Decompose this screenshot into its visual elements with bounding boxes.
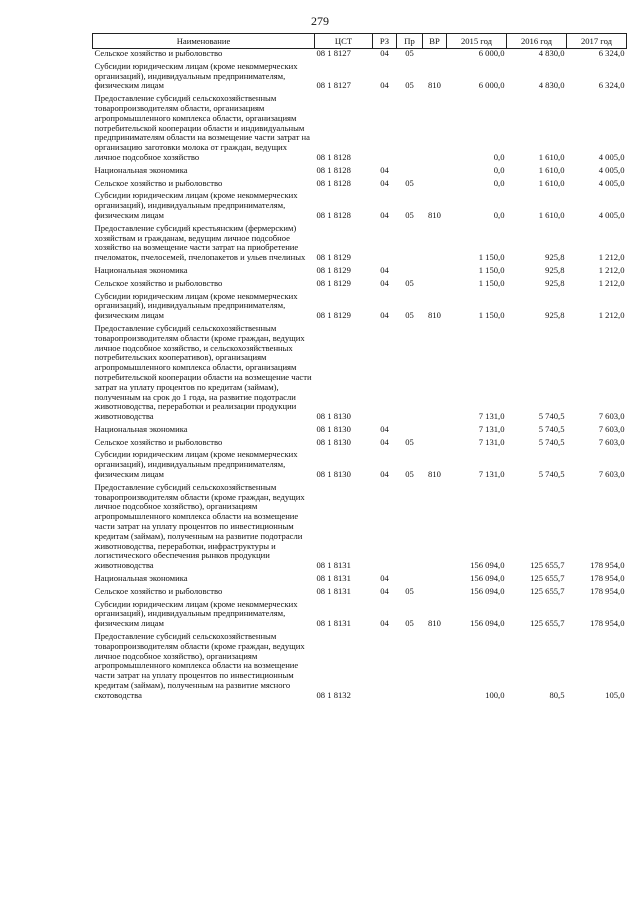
row-value-2015: 6 000,0	[478, 80, 505, 91]
row-name: Национальная экономика	[94, 423, 188, 434]
row-value-2015: 1 150,0	[478, 310, 505, 321]
row-name: Субсидии юридическим лицам (кроме некоммерческих организаций), индивидуальным предпринимателям, физическим лицам	[94, 290, 298, 321]
row-rz: 04	[380, 277, 389, 288]
table-row	[93, 597, 627, 629]
row-value-2016: 125 655,7	[530, 618, 565, 629]
row-value-2017: 7 603,0	[598, 469, 625, 480]
row-value-2015: 1 150,0	[478, 264, 505, 275]
row-rz	[373, 91, 397, 163]
header-2017: 2017 год	[567, 34, 627, 49]
table-row	[93, 263, 627, 276]
table-row	[93, 221, 627, 263]
row-cst: 08 1 8130	[316, 469, 351, 480]
row-value-2016: 125 655,7	[530, 585, 565, 596]
row-value-2016: 5 740,5	[538, 411, 565, 422]
table-row	[93, 447, 627, 479]
row-value-2017: 4 005,0	[598, 164, 625, 175]
row-vr: 810	[428, 209, 441, 220]
table-row	[93, 276, 627, 289]
row-rz: 04	[380, 209, 389, 220]
row-cst: 08 1 8131	[316, 585, 351, 596]
row-value-2016: 925,8	[545, 252, 565, 263]
row-vr	[423, 571, 447, 584]
row-name: Национальная экономика	[94, 264, 188, 275]
row-value-2015: 7 131,0	[478, 411, 505, 422]
row-vr	[423, 629, 447, 701]
row-rz: 04	[380, 164, 389, 175]
header-2016: 2016 год	[507, 34, 567, 49]
row-pr: 05	[405, 80, 414, 91]
row-value-2017: 7 603,0	[598, 436, 625, 447]
row-pr: 05	[405, 585, 414, 596]
row-pr	[397, 321, 423, 422]
row-value-2015: 7 131,0	[478, 436, 505, 447]
row-cst: 08 1 8129	[316, 310, 351, 321]
row-vr: 810	[428, 310, 441, 321]
row-pr: 05	[405, 436, 414, 447]
row-name: Субсидии юридическим лицам (кроме некоммерческих организаций), индивидуальным предпринимателям, физическим лицам	[94, 190, 298, 220]
table-row	[93, 435, 627, 448]
row-pr	[397, 263, 423, 276]
table-row	[93, 480, 627, 571]
row-pr: 05	[405, 277, 414, 288]
row-vr: 810	[428, 469, 441, 480]
row-rz: 04	[380, 469, 389, 480]
row-value-2016: 925,8	[545, 310, 565, 321]
row-cst: 08 1 8131	[316, 573, 351, 584]
row-name: Сельское хозяйство и рыболовство	[94, 177, 223, 188]
row-value-2017: 7 603,0	[598, 423, 625, 434]
row-vr	[423, 263, 447, 276]
row-cst: 08 1 8131	[316, 560, 351, 571]
row-value-2017: 7 603,0	[598, 411, 625, 422]
row-vr	[423, 49, 447, 59]
table-row	[93, 289, 627, 321]
table-row	[93, 188, 627, 220]
row-cst: 08 1 8129	[316, 264, 351, 275]
row-name: Сельское хозяйство и рыболовство	[94, 436, 223, 447]
row-value-2015: 0,0	[493, 164, 505, 175]
row-value-2017: 1 212,0	[598, 252, 625, 263]
row-cst: 08 1 8132	[316, 689, 351, 700]
row-pr: 05	[405, 310, 414, 321]
row-value-2016: 1 610,0	[538, 177, 565, 188]
row-value-2016: 5 740,5	[538, 436, 565, 447]
row-vr	[423, 422, 447, 435]
row-value-2017: 178 954,0	[590, 618, 625, 629]
row-value-2015: 156 094,0	[470, 585, 505, 596]
row-pr: 05	[405, 469, 414, 480]
row-value-2016: 80,5	[549, 689, 565, 700]
row-vr	[423, 321, 447, 422]
table-row	[93, 571, 627, 584]
row-value-2017: 4 005,0	[598, 151, 625, 162]
row-value-2017: 6 324,0	[598, 48, 625, 58]
row-value-2016: 4 830,0	[538, 80, 565, 91]
row-pr: 05	[405, 177, 414, 188]
row-value-2016: 1 610,0	[538, 164, 565, 175]
row-rz	[373, 321, 397, 422]
table-row	[93, 59, 627, 91]
row-cst: 08 1 8129	[316, 252, 351, 263]
row-name: Субсидии юридическим лицам (кроме некоммерческих организаций), индивидуальным предпринимателям, физическим лицам	[94, 598, 298, 629]
row-value-2015: 1 150,0	[478, 252, 505, 263]
row-pr	[397, 480, 423, 571]
row-vr	[423, 176, 447, 189]
row-value-2015: 156 094,0	[470, 573, 505, 584]
row-name: Предоставление субсидий сельскохозяйственным товаропроизводителям области (кроме граждан, ведущих личное подсобное хозяйство), организациям агропромышленного комплекса области на возмещение части затрат на уплату процентов по инвестиционным кредитам (займам), полученным на развитие подотрасли животноводства, переработки, инфраструктуры и логистического обеспечения рынков продукции животноводства	[94, 481, 305, 571]
row-name: Субсидии юридическим лицам (кроме некоммерческих организаций), индивидуальным предпринимателям, физическим лицам	[94, 60, 298, 91]
table-row	[93, 91, 627, 163]
row-cst: 08 1 8127	[316, 80, 351, 91]
row-rz	[373, 480, 397, 571]
row-value-2015: 0,0	[493, 209, 505, 220]
table-body	[93, 49, 627, 701]
row-value-2015: 7 131,0	[478, 469, 505, 480]
row-vr	[423, 480, 447, 571]
row-name: Предоставление субсидий сельскохозяйственным товаропроизводителям области (кроме граждан, ведущих личное подсобное хозяйство, и сельскохозяйственных потребительских кооперативов), организациям агропромышленного комплекса области, организациям потребительской кооперации области на возмещение части затрат на уплату процентов по кредитам (займам), полученным на срок до 1 года, на развитие подотрасли животноводства, переработки и реализации продукции животноводства	[94, 322, 312, 422]
row-vr	[423, 91, 447, 163]
row-value-2017: 1 212,0	[598, 277, 625, 288]
row-value-2015: 156 094,0	[470, 618, 505, 629]
header-2015: 2015 год	[447, 34, 507, 49]
row-vr	[423, 584, 447, 597]
row-cst: 08 1 8128	[316, 151, 351, 162]
row-rz: 04	[380, 585, 389, 596]
row-vr	[423, 163, 447, 176]
row-cst: 08 1 8128	[316, 177, 351, 188]
row-name: Субсидии юридическим лицам (кроме некоммерческих организаций), индивидуальным предпринимателям, физическим лицам	[94, 449, 298, 480]
row-value-2015: 0,0	[493, 177, 505, 188]
row-value-2017: 178 954,0	[590, 585, 625, 596]
page-number: 279	[311, 14, 329, 28]
row-pr: 05	[405, 618, 414, 629]
header-cst: ЦСТ	[315, 34, 373, 49]
row-value-2016: 1 610,0	[538, 151, 565, 162]
row-rz: 04	[380, 48, 389, 58]
header-vr: ВР	[423, 34, 447, 49]
row-value-2017: 4 005,0	[598, 177, 625, 188]
row-cst: 08 1 8131	[316, 618, 351, 629]
row-rz: 04	[380, 618, 389, 629]
row-value-2015: 6 000,0	[478, 48, 505, 58]
row-name: Национальная экономика	[94, 164, 188, 175]
header-pr: Пр	[397, 34, 423, 49]
row-rz: 04	[380, 436, 389, 447]
row-cst: 08 1 8130	[316, 423, 351, 434]
row-value-2016: 125 655,7	[530, 573, 565, 584]
row-name: Сельское хозяйство и рыболовство	[94, 277, 223, 288]
row-pr	[397, 422, 423, 435]
table-row	[93, 176, 627, 189]
row-name: Сельское хозяйство и рыболовство	[94, 585, 223, 596]
table-row	[93, 163, 627, 176]
row-value-2015: 1 150,0	[478, 277, 505, 288]
row-name: Предоставление субсидий крестьянским (фермерским) хозяйствам и гражданам, ведущим личное подсобное хозяйство на возмещение части затрат на приобретение пчеломаток, пчелосемей, пчелопакетов и ульев пчелиных	[94, 222, 306, 263]
row-cst: 08 1 8128	[316, 209, 351, 220]
row-rz	[373, 221, 397, 263]
row-rz: 04	[380, 80, 389, 91]
row-value-2017: 178 954,0	[590, 560, 625, 571]
table-row	[93, 321, 627, 422]
row-name: Предоставление субсидий сельскохозяйственным товаропроизводителям области (кроме граждан, ведущих личное подсобное хозяйство), организациям агропромышленного комплекса области на возмещение части затрат на уплату процентов по инвестиционным кредитам (займам), полученным на развитие мясного скотоводства	[94, 631, 305, 700]
row-value-2017: 178 954,0	[590, 573, 625, 584]
row-rz: 04	[380, 177, 389, 188]
table-header-row	[93, 34, 627, 49]
row-value-2017: 4 005,0	[598, 209, 625, 220]
header-rz: РЗ	[373, 34, 397, 49]
row-value-2017: 1 212,0	[598, 310, 625, 321]
header-name: Наименование	[93, 34, 315, 49]
row-rz: 04	[380, 264, 389, 275]
row-cst: 08 1 8130	[316, 436, 351, 447]
row-cst: 08 1 8130	[316, 411, 351, 422]
row-name: Национальная экономика	[94, 573, 188, 584]
row-pr	[397, 629, 423, 701]
row-name: Сельское хозяйство и рыболовство	[94, 48, 223, 58]
row-value-2015: 7 131,0	[478, 423, 505, 434]
row-value-2016: 1 610,0	[538, 209, 565, 220]
row-rz: 04	[380, 573, 389, 584]
row-pr: 05	[405, 48, 414, 58]
row-vr	[423, 276, 447, 289]
row-value-2016: 925,8	[545, 277, 565, 288]
row-pr	[397, 571, 423, 584]
table-row	[93, 422, 627, 435]
row-cst: 08 1 8127	[316, 48, 351, 58]
row-value-2016: 4 830,0	[538, 48, 565, 58]
row-value-2017: 6 324,0	[598, 80, 625, 91]
row-value-2017: 1 212,0	[598, 264, 625, 275]
table-row	[93, 49, 627, 59]
row-value-2015: 0,0	[493, 151, 505, 162]
row-value-2016: 5 740,5	[538, 423, 565, 434]
row-pr	[397, 91, 423, 163]
row-vr	[423, 435, 447, 448]
row-cst: 08 1 8129	[316, 277, 351, 288]
row-pr	[397, 221, 423, 263]
row-value-2016: 925,8	[545, 264, 565, 275]
row-cst: 08 1 8128	[316, 164, 351, 175]
row-vr	[423, 221, 447, 263]
row-value-2017: 105,0	[605, 689, 625, 700]
row-pr: 05	[405, 209, 414, 220]
row-rz	[373, 629, 397, 701]
row-rz: 04	[380, 310, 389, 321]
row-vr: 810	[428, 80, 441, 91]
row-vr: 810	[428, 618, 441, 629]
table-row	[93, 584, 627, 597]
row-pr	[397, 163, 423, 176]
row-value-2015: 156 094,0	[470, 560, 505, 571]
row-value-2016: 125 655,7	[530, 560, 565, 571]
row-value-2015: 100,0	[485, 689, 505, 700]
row-name: Предоставление субсидий сельскохозяйственным товаропроизводителям области, организациям агропромышленного комплекса области, организациям потребительской кооперации области и индивидуальным предпринимателям области на возмещение части затрат на организацию заготовки молока от граждан, ведущих личное подсобное хозяйство	[94, 93, 310, 162]
row-value-2016: 5 740,5	[538, 469, 565, 480]
table-row	[93, 629, 627, 701]
budget-table	[92, 33, 627, 701]
row-rz: 04	[380, 423, 389, 434]
